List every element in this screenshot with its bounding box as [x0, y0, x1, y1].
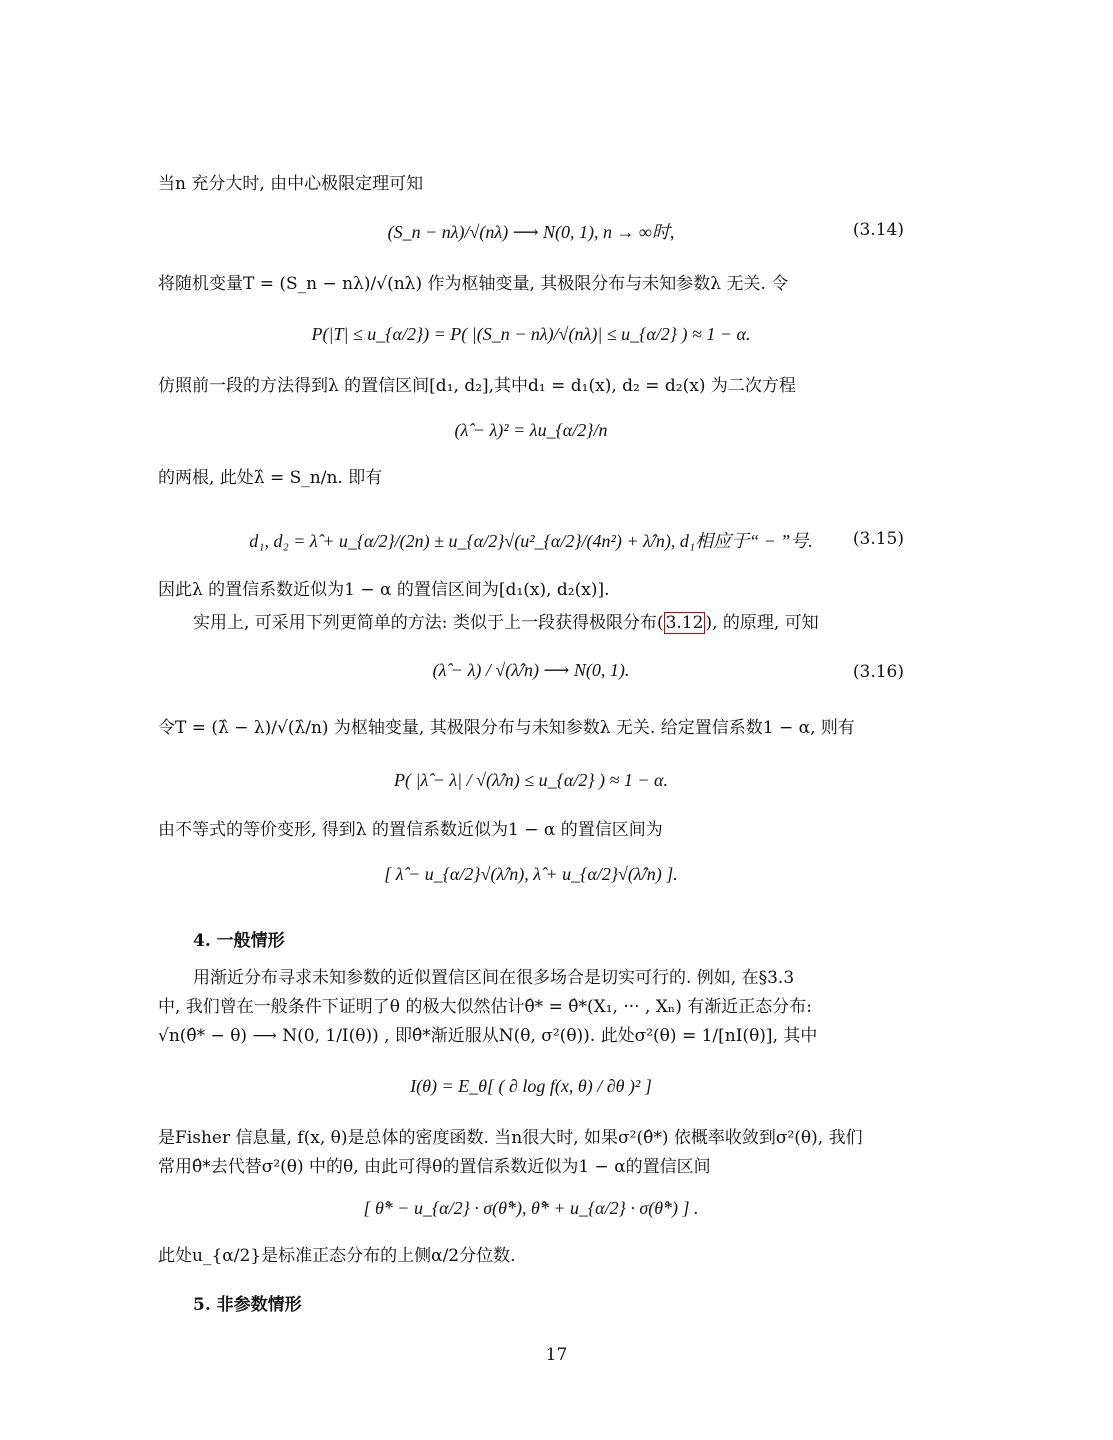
equation-number-3-15: (3.15): [852, 529, 904, 549]
equation-number-3-16: (3.16): [852, 662, 904, 682]
equation-probability-2: P( |λ̂ − λ| / √(λ̂/n) ≤ u_{α/2} ) ≈ 1 − α.: [394, 770, 668, 790]
paragraph-asymptotic-line2: 中, 我们曾在一般条件下证明了θ 的极大似然估计θ̂* = θ̂*(X₁, ··· , Xₙ) 有渐近正态分布:: [158, 997, 812, 1017]
equation-interval-lambda: [ λ̂ − u_{α/2}√(λ̂/n), λ̂ + u_{α/2}√(λ̂/n) ].: [384, 864, 678, 884]
paragraph-fisher-line1: 是Fisher 信息量, f(x, θ)是总体的密度函数. 当n很大时, 如果σ²(θ̂*) 依概率收敛到σ²(θ), 我们: [158, 1128, 863, 1148]
paragraph-pivot-variable: 将随机变量T = (S_n − nλ)/√(nλ) 作为枢轴变量, 其极限分布与未知参数λ 无关. 令: [158, 274, 789, 294]
paragraph-confidence-interval-d1-d2: 仿照前一段的方法得到λ 的置信区间[d₁, d₂],其中d₁ = d₁(x), d₂ = d₂(x) 为二次方程: [158, 376, 796, 396]
equation-probability-1: P(|T| ≤ u_{α/2}) = P( |(S_n − nλ)/√(nλ)| ≤ u_{α/2} ) ≈ 1 − α.: [311, 324, 751, 344]
paragraph-asymptotic-line3: √n(θ̂* − θ) ⟶ N(0, 1/I(θ)) , 即θ̂*渐近服从N(θ, σ²(θ)). 此处σ²(θ) = 1/[nI(θ)], 其中: [158, 1026, 818, 1046]
page-number: 17: [545, 1345, 568, 1365]
equation-interval-theta: [ θ̂* − u_{α/2} · σ(θ̂*), θ̂* + u_{α/2} · σ(θ̂*) ] .: [363, 1198, 699, 1218]
paragraph-two-roots: 的两根, 此处λ̂ = S_n/n. 即有: [158, 468, 383, 488]
paragraph-interval-result: 因此λ 的置信系数近似为1 − α 的置信区间为[d₁(x), d₂(x)].: [158, 580, 610, 600]
paragraph-simpler-method-part1: 实用上, 可采用下列更简单的方法: 类似于上一段获得极限分布(: [193, 613, 664, 633]
paragraph-simpler-method: [193, 611, 918, 635]
section-heading-nonparametric: 5. 非参数情形: [193, 1295, 302, 1315]
equation-3-14: (S_n − nλ)/√(nλ) ⟶ N(0, 1), n → ∞时,: [387, 222, 675, 242]
equation-number-3-14: (3.14): [852, 220, 904, 240]
paragraph-quantile-note: 此处u_{α/2}是标准正态分布的上侧α/2分位数.: [158, 1246, 516, 1266]
paragraph-asymptotic-line1: 用渐近分布寻求未知参数的近似置信区间在很多场合是切实可行的. 例如, 在§3.3: [193, 968, 795, 988]
paragraph-inequality-transform: 由不等式的等价变形, 得到λ 的置信系数近似为1 − α 的置信区间为: [158, 820, 663, 840]
section-heading-general-case: 4. 一般情形: [193, 931, 285, 951]
paragraph-clt-intro: 当n 充分大时, 由中心极限定理可知: [158, 174, 424, 194]
paragraph-fisher-line2: 常用θ̂*去代替σ²(θ) 中的θ, 由此可得θ的置信系数近似为1 − α的置信区间: [158, 1157, 711, 1177]
equation-3-15: d₁, d₂ = λ̂ + u_{α/2}/(2n) ± u_{α/2}√(u²_{α/2}/(4n²) + λ̂/n), d₁相应于“ − ”号.: [249, 531, 813, 551]
paragraph-simpler-method-part2: ), 的原理, 可知: [705, 613, 819, 633]
equation-fisher-information: I(θ) = E_θ[ ( ∂ log f(x, θ) / ∂θ )² ]: [410, 1076, 652, 1096]
equation-ref-link[interactable]: 3.12: [665, 613, 704, 633]
equation-quadratic: (λ̂ − λ)² = λu_{α/2}/n: [454, 420, 608, 440]
equation-3-16: (λ̂ − λ) / √(λ̂/n) ⟶ N(0, 1).: [432, 660, 630, 680]
paragraph-pivot-variable-2: 令T = (λ̂ − λ)/√(λ̂/n) 为枢轴变量, 其极限分布与未知参数λ 无关. 给定置信系数1 − α, 则有: [158, 718, 855, 738]
